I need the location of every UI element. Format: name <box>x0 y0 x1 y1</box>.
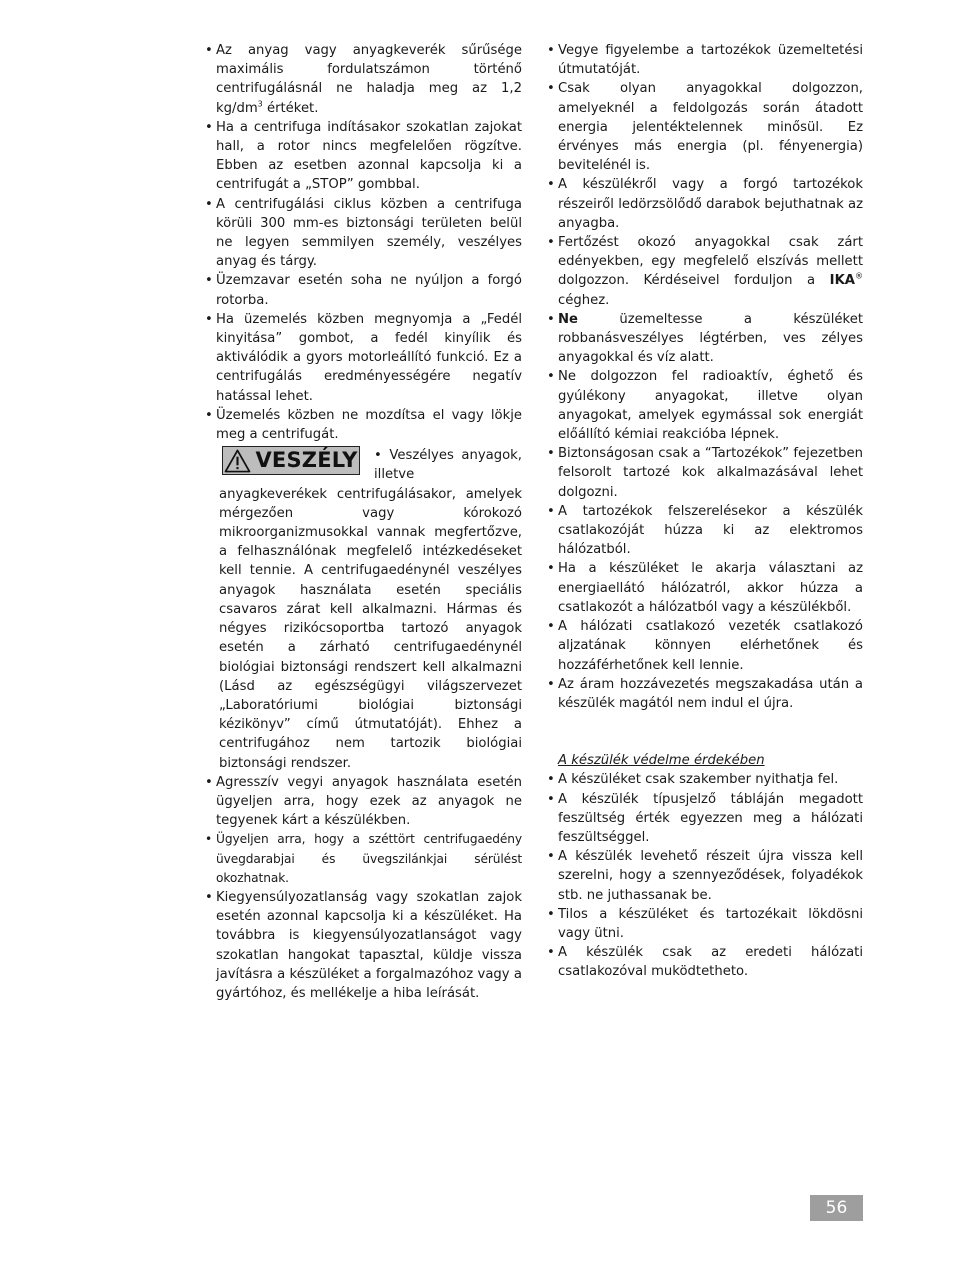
item-text: Csak olyan anyagokkal dolgozzon, amelyeknél a feldolgozás során átadott energia jelentéktelennek minősül. Ez érvényes más energia (pl. fényenergia) bevitelénél is. <box>558 81 863 174</box>
bullet: • <box>547 619 555 635</box>
item-text: Biztonságosan csak a “Tartozékok” fejezetben felsorolt tartozé kok alkalmazásával lehet dolgozni. <box>558 446 863 500</box>
list-item <box>203 773 522 831</box>
bullet: • <box>205 407 213 423</box>
list-item <box>545 367 863 444</box>
bullet: • <box>547 676 555 692</box>
right-list <box>545 41 863 713</box>
item-text: Tilos a készüléket és tartozékait lökdösni vagy ütni. <box>558 906 863 941</box>
item-text: Üzemelés közben ne mozdítsa el vagy lökje meg a centrifugát. <box>216 407 522 443</box>
item-text: Ha üzemelés közben megnyomja a „Fedél kinyitása” gombot, a fedél kinyílik és aktiválódik a gyors motorleállító funkció. Ez a centrifugálás eredményességére negatív hatással lehet. <box>216 311 522 404</box>
bullet: • <box>205 43 213 58</box>
item-text: Az anyag vagy anyagkeverék sűrűsége maximális fordulatszámon történő centrifugálásnál ne haladja meg az 1,2 kg/dm <box>216 43 522 116</box>
item-text: Kiegyensúlyozatlanság vagy szokatlan zajok esetén azonnal kapcsolja ki a készüléket. Ha továbbra is kiegyensúlyozatlanságot vagy szokatlan hangokat tapasztal, küldje vissza javításra a készüléket a forgalmazóhoz vagy a gyártóhoz, és mellékelje a hiba leírását. <box>216 889 522 1001</box>
list-item <box>545 559 863 617</box>
list-item <box>545 943 863 981</box>
list-item <box>545 79 863 175</box>
bullet: • <box>547 446 555 462</box>
item-text: Ügyeljen arra, hogy a széttört centrifugaedény üvegdarabjai és üvegszilánkjai sérülést okozhatnak. <box>216 832 522 885</box>
bullet: • <box>547 177 555 193</box>
list-item <box>203 41 522 118</box>
bullet: • <box>547 311 555 327</box>
list-item <box>203 888 522 1003</box>
item-text: A centrifugálási ciklus közben a centrifuga körüli 300 mm-es biztonsági területen belül ne legyen semmilyen személy, veszélyes anyag és tárgy. <box>216 196 522 270</box>
item-text: Ha a centrifuga indításakor szokatlan zajokat hall, a rotor nincs megfelelően rögzítve. Ebben az esetben azonnal kapcsolja ki a centrifugát a „STOP” gombbal. <box>216 119 522 193</box>
bullet: • <box>205 889 213 905</box>
item-text: Ne dolgozzon fel radioaktív, éghető és gyúlékony anyagokat, illetve olyan anyagokat, amelyek egymással sok energiát előállító kémiai reakcióba lépnek. <box>558 369 863 443</box>
bullet: • <box>547 81 555 97</box>
item-text: Vegye figyelembe a tartozékok üzemeltetési útmutatóját. <box>558 43 863 78</box>
left-list-bottom <box>203 773 522 1003</box>
right-column <box>545 41 863 982</box>
item-text: üzemeltesse a készüléket robbanásveszélyes légtérben, ves zélyes anyagokkal és víz alatt. <box>558 311 863 366</box>
danger-block <box>203 446 522 772</box>
item-text: A készülékről vagy a forgó tartozékok részeiről ledörzsölődő darabok bejuthatnak az anyagba. <box>558 177 863 231</box>
item-text: Agresszív vegyi anyagok használata esetén ügyeljen arra, hogy ezek az anyagok ne tegyenek kárt a készülékben. <box>216 774 522 829</box>
danger-label: VESZÉLY <box>255 448 358 473</box>
list-item <box>203 195 522 272</box>
bullet: • <box>205 311 213 327</box>
left-list-top <box>203 41 522 444</box>
superscript: ® <box>855 272 863 282</box>
list-item <box>545 675 863 713</box>
section-list <box>545 770 863 981</box>
item-text: A készülék levehető részeit újra vissza kell szerelni, hogy a szennyeződések, folyadékok stb. ne juthassanak be. <box>558 849 863 903</box>
list-item <box>545 790 863 848</box>
item-text: Fertőzést okozó anyagokkal csak zárt edényekben, egy megfelelő elszívás mellett dolgozzon. Kérdéseivel forduljon a <box>558 235 863 289</box>
item-text: A készülék csak az eredeti hálózati csatlakozóval muködtetheto. <box>558 945 863 980</box>
item-text: Üzemzavar esetén soha ne nyúljon a forgó rotorba. <box>216 273 522 308</box>
list-item <box>545 502 863 560</box>
item-text: A hálózati csatlakozó vezeték csatlakozó aljzatának könnyen elérhetőnek és hozzáférhetőnek kell lennie. <box>558 619 863 673</box>
bullet: • <box>547 503 555 519</box>
item-text: A tartozékok felszerelésekor a készülék csatlakozóját húzza ki az elektromos hálózatból. <box>558 503 863 558</box>
list-item <box>203 830 522 888</box>
danger-text: Veszélyes anyagok, illetve anyagkeverékek centrifugálásakor, amelyek mérgezően vagy kórokozó mikroorganizmusokkal vannak megfertőzve, a felhasználónak megfelelő intézkedéseket kell tennie. A centrifugaedénynél veszélyes anyagok használata esetén speciális csavaros zárat kell alkalmazni. Hármas és négyes rizikócsoportba tartozó anyagok esetén a zárható centrifugaedénynél biológiai biztonsági rendszert kell alkalmazni (Lásd az egészségügyi világszervezet „Laboratóriumi biológiai biztonsági kézikönyv” című útmutatóját). Ehhez a centrifugához nem tartozik biológiai biztonsági rendszer. <box>219 448 522 771</box>
list-item <box>203 271 522 309</box>
list-item <box>203 118 522 195</box>
superscript: 3 <box>257 99 263 109</box>
page-number: 56 <box>810 1195 863 1221</box>
list-item <box>203 406 522 444</box>
list-item <box>545 41 863 79</box>
bullet: • <box>547 906 555 922</box>
bullet: • <box>205 196 213 212</box>
list-item <box>545 617 863 675</box>
bullet: • <box>547 43 555 58</box>
list-item <box>545 175 863 233</box>
item-text: Ha a készüléket le akarja választani az energiaellátó hálózatról, akkor húzza a csatlakozót a hálózatból vagy a készülékből. <box>558 561 863 615</box>
item-text: Az áram hozzávezetés megszakadása után a készülék magától nem indul el újra. <box>558 676 863 711</box>
bullet: • <box>547 235 555 251</box>
bullet: • <box>205 273 213 289</box>
item-text-after: értéket. <box>262 100 319 116</box>
bullet: • <box>205 832 213 847</box>
list-item <box>545 444 863 502</box>
bullet: • <box>547 849 555 865</box>
bold-text: IKA <box>829 273 855 289</box>
bullet: • <box>547 945 555 961</box>
bold-lead: Ne <box>558 311 578 327</box>
bullet: • <box>547 772 555 788</box>
item-text: A készüléket csak szakember nyithatja fel. <box>558 772 839 788</box>
bullet: • <box>205 774 213 790</box>
list-item <box>545 233 863 310</box>
list-item <box>203 310 522 406</box>
left-column <box>203 41 522 1003</box>
list-item <box>545 847 863 905</box>
item-text-after: céghez. <box>558 292 610 308</box>
warning-triangle-icon <box>224 449 251 473</box>
bullet: • <box>205 119 213 135</box>
section-title: A készülék védelme érdekében <box>558 753 765 769</box>
list-item <box>545 905 863 943</box>
danger-badge <box>222 446 360 475</box>
bullet: • <box>547 369 555 385</box>
list-item <box>545 310 863 368</box>
bullet: • <box>547 561 555 577</box>
list-item <box>545 770 863 789</box>
item-text: A készülék típusjelző tábláján megadott feszültség érték egyezzen meg a hálózati feszültséggel. <box>558 791 863 845</box>
bullet: • <box>547 791 555 807</box>
danger-bullet: • <box>374 448 382 464</box>
